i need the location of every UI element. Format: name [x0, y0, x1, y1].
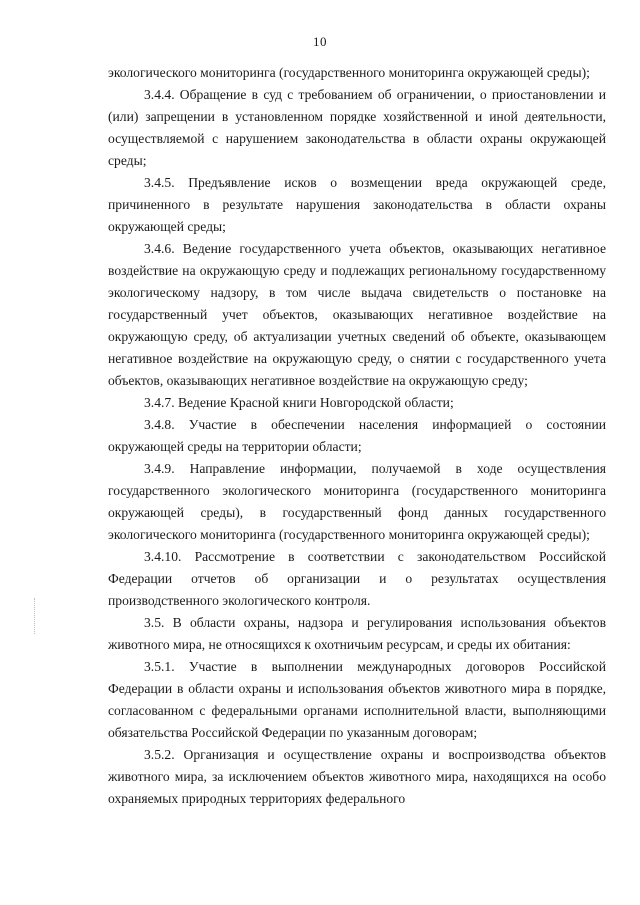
paragraph-3-4-8: 3.4.8. Участие в обеспечении населения информацией о состоянии окружающей среды на территории области; — [108, 417, 606, 454]
paragraph-3-4-5: 3.4.5. Предъявление исков о возмещении вреда окружающей среде, причиненного в результате нарушения законодательства в области охраны окружающей среды; — [108, 175, 606, 234]
page-number: 10 — [313, 34, 327, 49]
paragraph-3-4-10: 3.4.10. Рассмотрение в соответствии с законодательством Российской Федерации отчетов об организации и о результатах осуществления производственного экологического контроля. — [108, 549, 606, 608]
document-body — [108, 62, 606, 810]
scan-margin-mark — [34, 598, 37, 634]
paragraph-3-4-9: 3.4.9. Направление информации, получаемой в ходе осуществления государственного экологического мониторинга (государственного мониторинга окружающей среды), в государственный фонд данных государственного экологического мониторинга (государственного мониторинга окружающей среды); — [108, 461, 606, 542]
paragraph-3-5: 3.5. В области охраны, надзора и регулирования использования объектов животного мира, не относящихся к охотничьим ресурсам, и среды их обитания: — [108, 615, 606, 652]
paragraph-3-5-1: 3.5.1. Участие в выполнении международных договоров Российской Федерации в области охраны и использования объектов животного мира в порядке, согласованном с федеральными органами исполнительной власти, выполняющими обязательства Российской Федерации по указанным договорам; — [108, 659, 606, 740]
paragraph-3-4-4: 3.4.4. Обращение в суд с требованием об ограничении, о приостановлении и (или) запрещении в установленном порядке хозяйственной и иной деятельности, осуществляемой с нарушением законодательства в области охраны окружающей среды; — [108, 87, 606, 168]
paragraph-3-5-2: 3.5.2. Организация и осуществление охраны и воспроизводства объектов животного мира, за исключением объектов животного мира, находящихся на особо охраняемых природных территориях федерального — [108, 747, 606, 806]
paragraph-3-4-7: 3.4.7. Ведение Красной книги Новгородской области; — [144, 395, 454, 410]
paragraph-continuation: экологического мониторинга (государственного мониторинга окружающей среды); — [108, 65, 590, 80]
paragraph-3-4-6: 3.4.6. Ведение государственного учета объектов, оказывающих негативное воздействие на окружающую среду и подлежащих региональному государственному экологическому надзору, в том числе выдача свидетельств о постановке на государственный учет объектов, оказывающих негативное воздействие на окружающую среду, об актуализации учетных сведений об объекте, оказывающем негативное воздействие на окружающую среду, о снятии с государственного учета объектов, оказывающих негативное воздействие на окружающую среду; — [108, 241, 606, 388]
